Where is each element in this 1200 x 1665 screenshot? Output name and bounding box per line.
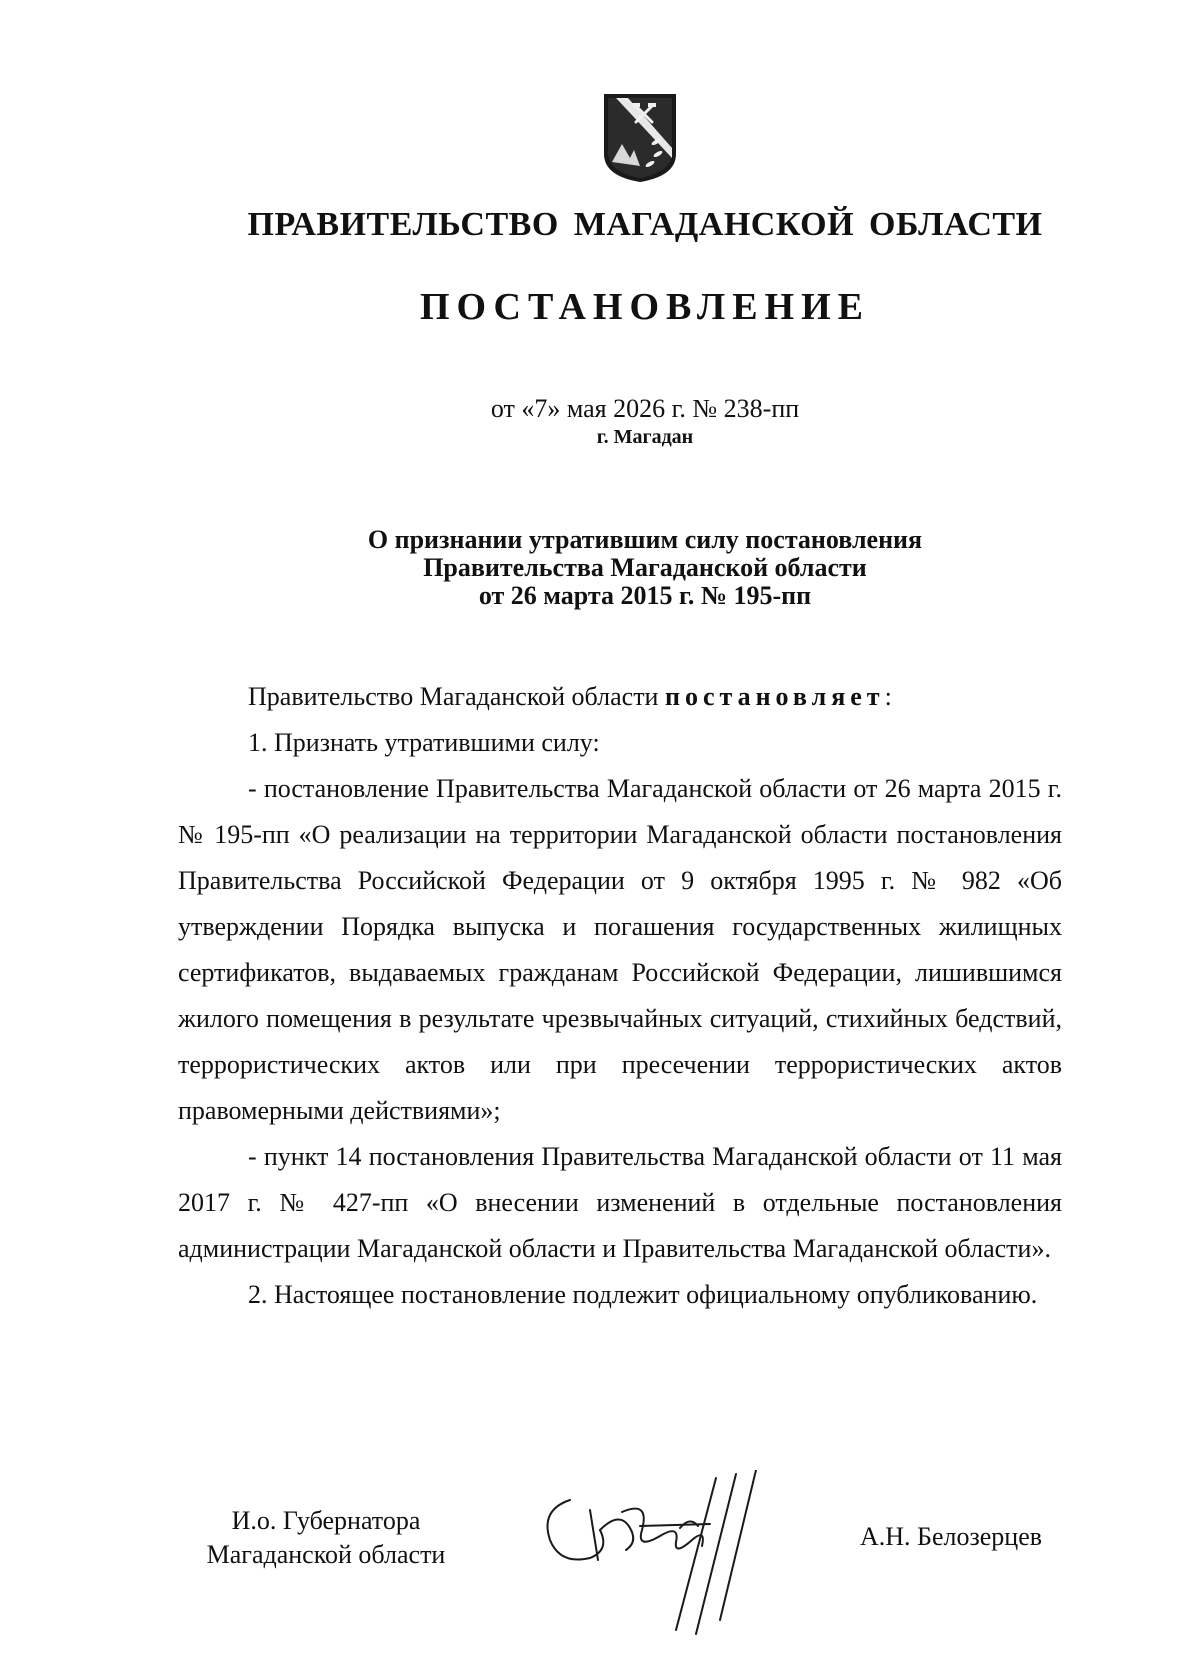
item-1-paragraph: 1. Признать утратившими силу: — [248, 728, 600, 757]
document-date-number: от «7» мая 2026 г. № 238-пп — [490, 394, 800, 423]
item-2-paragraph: 2. Настоящее постановление подлежит официальному опубликованию. — [248, 1280, 1038, 1309]
government-title: ПРАВИТЕЛЬСТВО МАГАДАНСКОЙ ОБЛАСТИ — [247, 206, 1043, 243]
handwritten-signature-icon — [530, 1470, 790, 1640]
item-1a-paragraph: - постановление Правительства Магаданской области от 26 марта 2015 г. № 195-пп «О реализации на территории Магаданской области постановления Правительства Российской Федерации от 9 октября 1995 г. № 982 «Об утверждении Порядка выпуска и погашения государственных жилищных сертификатов, выдаваемых гражданам Российской Федерации, лишившимся жилого помещения в результате чрезвычайных ситуаций, стихийных бедствий, террористических актов или при пресечении террористических актов правомерными действиями»; — [178, 774, 1062, 1125]
preamble-paragraph — [178, 674, 1062, 720]
document-subject — [0, 526, 1200, 610]
signer-name: А.Н. Белозерцев — [860, 1522, 1043, 1551]
subject-line: Правительства Магаданской области — [423, 553, 867, 582]
signer-position-line: Магаданской области — [206, 1540, 446, 1569]
preamble-suffix: : — [884, 682, 892, 711]
document-city: г. Магадан — [596, 426, 694, 448]
document-type-title: ПОСТАНОВЛЕНИЕ — [419, 286, 871, 328]
preamble-emphasis: постановляет — [664, 682, 885, 711]
signer-position-line: И.о. Губернатора — [231, 1506, 421, 1535]
document-body — [178, 674, 1062, 1318]
magadan-coat-of-arms-icon — [602, 92, 678, 184]
item-1b-paragraph: - пункт 14 постановления Правительства Магаданской области от 11 мая 2017 г. № 427-пп «О внесении изменений в отдельные постановления администрации Магаданской области и Правительства Магаданской области». — [178, 1142, 1062, 1263]
signer-position — [176, 1504, 476, 1572]
preamble-prefix: Правительство Магаданской области — [248, 682, 659, 711]
subject-line: от 26 марта 2015 г. № 195-пп — [478, 581, 812, 610]
subject-line: О признании утратившим силу постановления — [367, 525, 923, 554]
